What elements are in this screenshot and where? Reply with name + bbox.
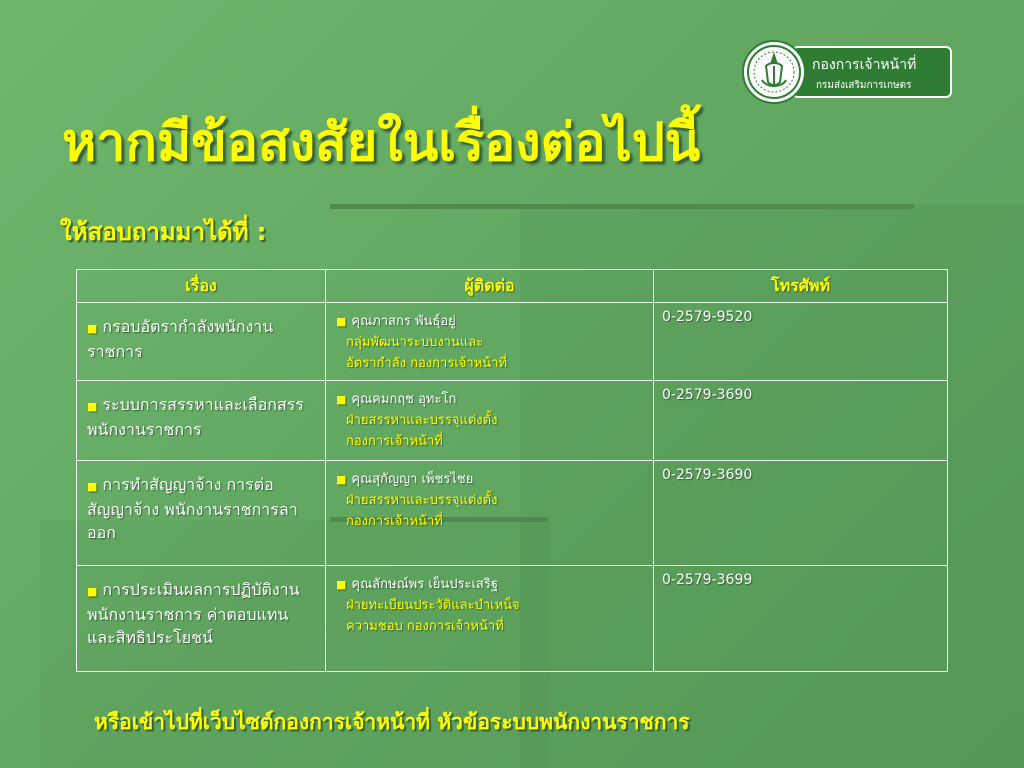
- contact-unit-line: ฝ่ายทะเบียนประวัติและบำเหน็จ: [346, 598, 520, 613]
- topic-cell: [77, 566, 326, 672]
- contact-name: [336, 311, 647, 332]
- contact-unit-line: ความชอบ กองการเจ้าหน้าที่: [346, 619, 504, 634]
- contact-name-text: คุณภาสกร พันธุ์อยู่: [351, 314, 456, 329]
- contact-name: [336, 469, 647, 490]
- topic-cell: [77, 461, 326, 566]
- table-header-row: [77, 270, 948, 303]
- table-row: [77, 381, 948, 461]
- bullet-icon: ■: [87, 400, 98, 413]
- contact-name-text: คุณลักษณ์พร เย็นประเสริฐ: [351, 577, 499, 592]
- logo-box: [792, 46, 952, 98]
- header-contact: ผู้ติดต่อ: [326, 270, 654, 303]
- page-title: หากมีข้อสงสัยในเรื่องต่อไปนี้: [62, 113, 701, 173]
- contact-unit-line: อัตรากำลัง กองการเจ้าหน้าที่: [346, 356, 508, 371]
- bullet-icon: ■: [336, 473, 347, 486]
- header-topic: เรื่อง: [77, 270, 326, 303]
- topic-text: การทำสัญญาจ้าง การต่อสัญญาจ้าง พนักงานราชการลาออก: [87, 475, 298, 542]
- table-row: [77, 303, 948, 381]
- contact-unit-line: กองการเจ้าหน้าที่: [346, 434, 443, 449]
- contact-name-text: คุณสุกัญญา เพ็ชรไชย: [351, 472, 474, 487]
- department-logo: [742, 40, 954, 102]
- bullet-icon: ■: [87, 585, 98, 598]
- contact-table: [76, 269, 948, 672]
- contact-cell: [326, 303, 654, 381]
- footer-note: หรือเข้าไปที่เว็บไซต์กองการเจ้าหน้าที่ หัวข้อระบบพนักงานราชการ: [94, 710, 690, 734]
- topic-text: กรอบอัตรากำลังพนักงานราชการ: [87, 317, 274, 361]
- logo-text-line2: กรมส่งเสริมการเกษตร: [816, 80, 912, 91]
- bullet-icon: ■: [336, 578, 347, 591]
- department-emblem-icon: [742, 40, 806, 104]
- bullet-icon: ■: [87, 480, 98, 493]
- page-subtitle: ให้สอบถามมาได้ที่ :: [60, 218, 267, 246]
- header-phone: โทรศัพท์: [654, 270, 948, 303]
- bullet-icon: ■: [336, 393, 347, 406]
- topic-cell: [77, 303, 326, 381]
- contact-name: [336, 389, 647, 410]
- phone-cell: 0-2579-3690: [654, 461, 948, 566]
- contact-cell: [326, 381, 654, 461]
- logo-text-line1: กองการเจ้าหน้าที่: [812, 57, 917, 73]
- table-row: [77, 461, 948, 566]
- contact-name-text: คุณคมกฤช อุทะโก: [351, 392, 457, 407]
- contact-unit-line: กองการเจ้าหน้าที่: [346, 514, 443, 529]
- contact-unit-line: ฝ่ายสรรหาและบรรจุแต่งตั้ง: [346, 493, 498, 508]
- bullet-icon: ■: [336, 315, 347, 328]
- decorative-line-top: [330, 204, 914, 209]
- contact-unit-line: ฝ่ายสรรหาและบรรจุแต่งตั้ง: [346, 413, 498, 428]
- contact-cell: [326, 461, 654, 566]
- phone-cell: 0-2579-9520: [654, 303, 948, 381]
- contact-name: [336, 574, 647, 595]
- phone-cell: 0-2579-3699: [654, 566, 948, 672]
- contact-cell: [326, 566, 654, 672]
- table-row: [77, 566, 948, 672]
- topic-text: การประเมินผลการปฏิบัติงานพนักงานราชการ ค่าตอบแทน และสิทธิประโยชน์: [87, 580, 300, 647]
- contact-unit-line: กลุ่มพัฒนาระบบงานและ: [346, 335, 484, 350]
- phone-cell: 0-2579-3690: [654, 381, 948, 461]
- topic-text: ระบบการสรรหาและเลือกสรรพนักงานราชการ: [87, 395, 304, 439]
- bullet-icon: ■: [87, 322, 98, 335]
- topic-cell: [77, 381, 326, 461]
